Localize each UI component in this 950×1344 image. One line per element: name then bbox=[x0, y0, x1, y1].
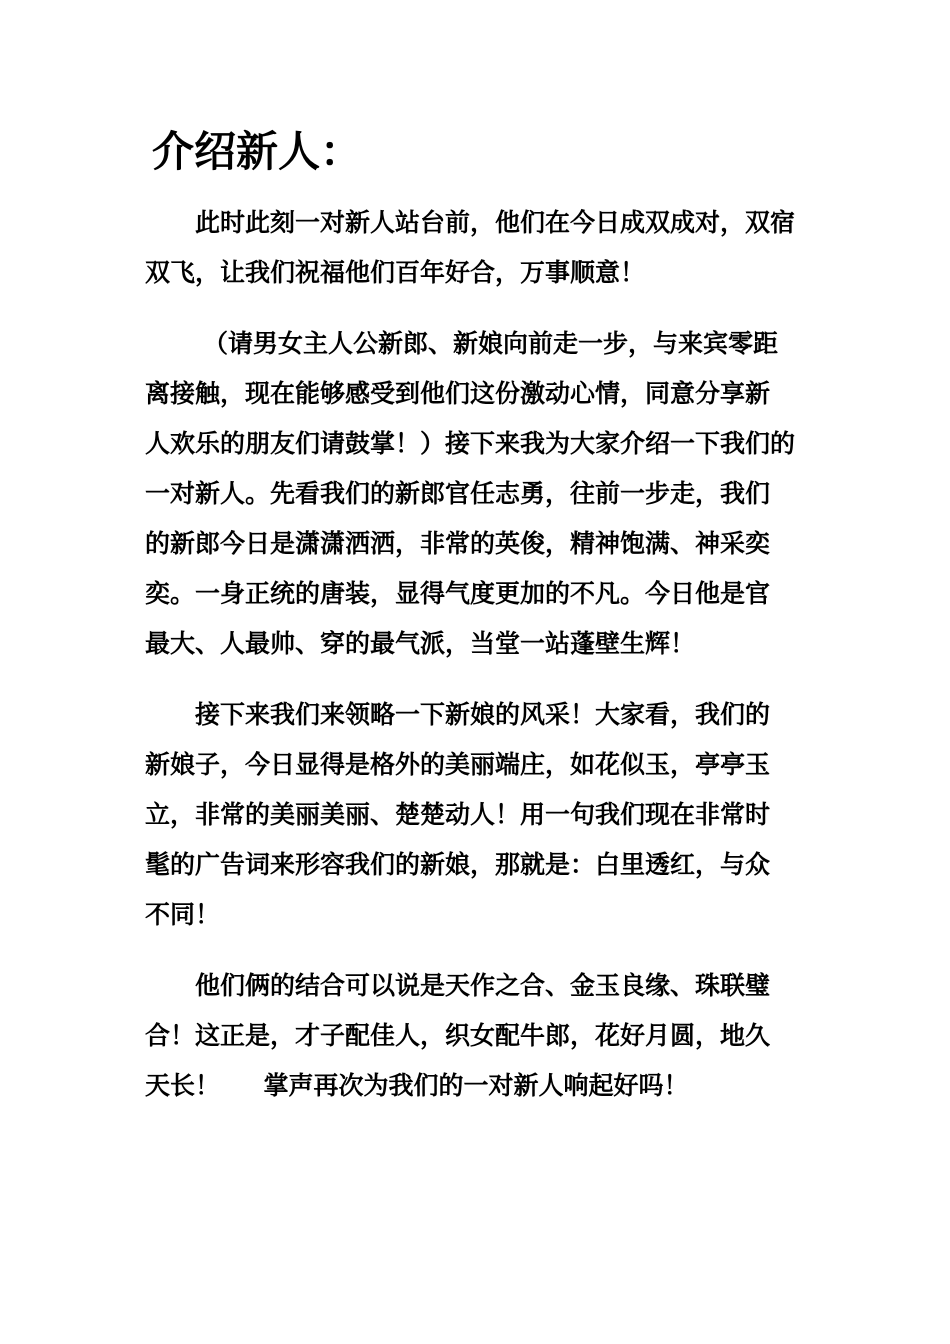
paragraph-line: 最大、人最帅、穿的最气派，当堂一站蓬壁生辉！ bbox=[145, 629, 696, 658]
paragraph-line: 髦的广告词来形容我们的新娘，那就是：白里透红，与众 bbox=[145, 850, 771, 879]
paragraph-line: 合！这正是，才子配佳人，织女配牛郎，花好月圆，地久 bbox=[145, 1021, 771, 1050]
paragraph-line: 人欢乐的朋友们请鼓掌！）接下来我为大家介绍一下我们的 bbox=[145, 429, 796, 458]
paragraph-line: 他们俩的结合可以说是天作之合、金玉良缘、珠联璧 bbox=[195, 971, 771, 1000]
paragraph-line: 一对新人。先看我们的新郎官任志勇，往前一步走，我们 bbox=[145, 479, 771, 508]
paragraph-line: 接下来我们来领略一下新娘的风采！大家看，我们的 bbox=[195, 700, 771, 729]
paragraph-line: 天长！ 掌声再次为我们的一对新人响起好吗！ bbox=[145, 1071, 689, 1100]
paragraph-line: 的新郎今日是潇潇洒洒，非常的英俊，精神饱满、神采奕 bbox=[145, 529, 771, 558]
paragraph-line: （请男女主人公新郎、新娘向前走一步，与来宾零距 bbox=[203, 329, 779, 358]
paragraph-line: 奕。一身正统的唐装，显得气度更加的不凡。今日他是官 bbox=[145, 579, 771, 608]
paragraph-1 bbox=[145, 198, 810, 298]
paragraph-line: 不同！ bbox=[145, 900, 221, 929]
paragraph-line: 立，非常的美丽美丽、楚楚动人！用一句我们现在非常时 bbox=[145, 800, 771, 829]
paragraph-line: 离接触，现在能够感受到他们这份激动心情，同意分享新 bbox=[145, 379, 771, 408]
paragraph-4 bbox=[145, 961, 810, 1111]
paragraph-line: 新娘子，今日显得是格外的美丽端庄，如花似玉，亭亭玉 bbox=[145, 750, 771, 779]
paragraph-3 bbox=[145, 690, 810, 940]
paragraph-2 bbox=[145, 319, 810, 669]
paragraph-line: 双飞，让我们祝福他们百年好合，万事顺意！ bbox=[145, 258, 646, 287]
page-title: 介绍新人： bbox=[152, 127, 363, 176]
paragraph-line: 此时此刻一对新人站台前，他们在今日成双成对，双宿 bbox=[195, 208, 796, 237]
